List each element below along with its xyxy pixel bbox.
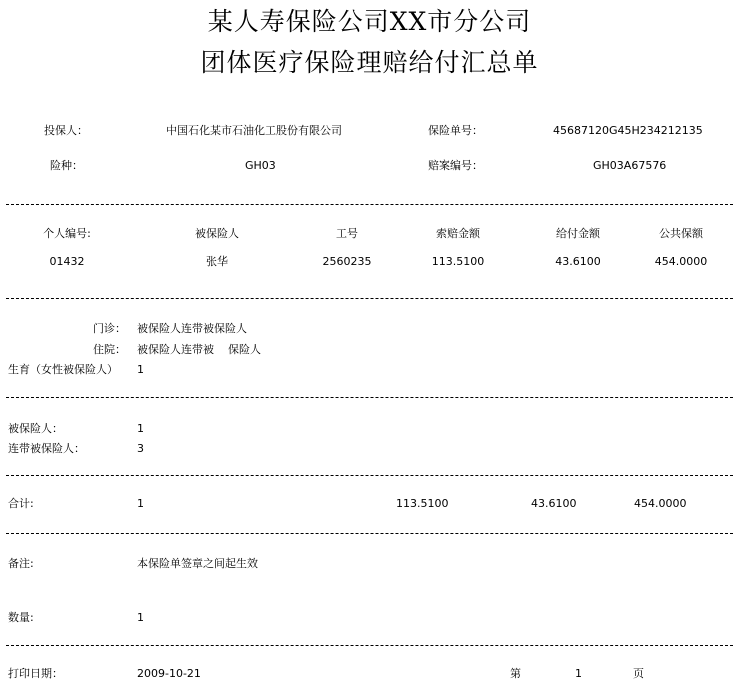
table-cell: 2560235 <box>322 255 372 268</box>
divider <box>6 645 733 646</box>
inpatient-label: 住院： <box>93 343 126 356</box>
table-cell: 张华 <box>206 255 228 268</box>
table-cell: 43.6100 <box>555 255 601 268</box>
print-date-value: 2009-10-21 <box>137 667 201 680</box>
quantity-label: 数量: <box>8 611 34 624</box>
divider <box>6 533 733 534</box>
divider <box>6 298 733 299</box>
dependent-value: 3 <box>137 442 144 455</box>
claim-no-label: 赔案编号： <box>428 159 483 172</box>
insured-value: 1 <box>137 422 144 435</box>
document-title-line2: 团体医疗保险理赔给付汇总单 <box>200 48 539 77</box>
column-header: 给付金额 <box>556 227 600 240</box>
remarks-label: 备注: <box>8 557 34 570</box>
column-header: 个人编号: <box>43 227 91 240</box>
policyholder-value: 中国石化某市石油化工股份有限公司 <box>166 124 342 137</box>
total-label: 合计: <box>8 497 34 510</box>
divider <box>6 397 733 398</box>
table-cell: 01432 <box>49 255 85 268</box>
outpatient-label: 门诊： <box>93 322 126 335</box>
policy-no-value: 45687120G45H234212135 <box>553 124 703 137</box>
page-prefix: 第 <box>510 667 521 680</box>
total-count: 1 <box>137 497 144 510</box>
quantity-value: 1 <box>137 611 144 624</box>
inpatient-value: 被保险人连带被 保险人 <box>137 343 261 356</box>
page-number: 1 <box>575 667 582 680</box>
divider <box>6 475 733 476</box>
total-coverage: 454.0000 <box>634 497 687 510</box>
total-paid: 43.6100 <box>531 497 577 510</box>
dependent-label: 连带被保险人： <box>8 442 85 455</box>
column-header: 工号 <box>336 227 358 240</box>
document-title-line1: 某人寿保险公司XX市分公司 <box>207 7 532 36</box>
column-header: 被保险人 <box>195 227 239 240</box>
insurance-type-label: 险种： <box>50 159 83 172</box>
print-date-label: 打印日期： <box>8 667 63 680</box>
page-suffix: 页 <box>633 667 644 680</box>
claim-no-value: GH03A67576 <box>593 159 667 172</box>
policy-no-label: 保险单号： <box>428 124 483 137</box>
divider <box>6 204 733 205</box>
table-cell: 113.5100 <box>431 255 485 268</box>
maternity-value: 1 <box>137 363 144 376</box>
insured-label: 被保险人： <box>8 422 63 435</box>
total-claim: 113.5100 <box>396 497 449 510</box>
table-cell: 454.0000 <box>654 255 708 268</box>
outpatient-value: 被保险人连带被保险人 <box>137 322 247 335</box>
insurance-type-value: GH03 <box>245 159 276 172</box>
maternity-label: 生育（女性被保险人） <box>8 363 118 376</box>
policyholder-label: 投保人： <box>44 124 88 137</box>
column-header: 公共保额 <box>659 227 703 240</box>
column-header: 索赔金额 <box>436 227 480 240</box>
remarks-value: 本保险单签章之间起生效 <box>137 557 258 570</box>
